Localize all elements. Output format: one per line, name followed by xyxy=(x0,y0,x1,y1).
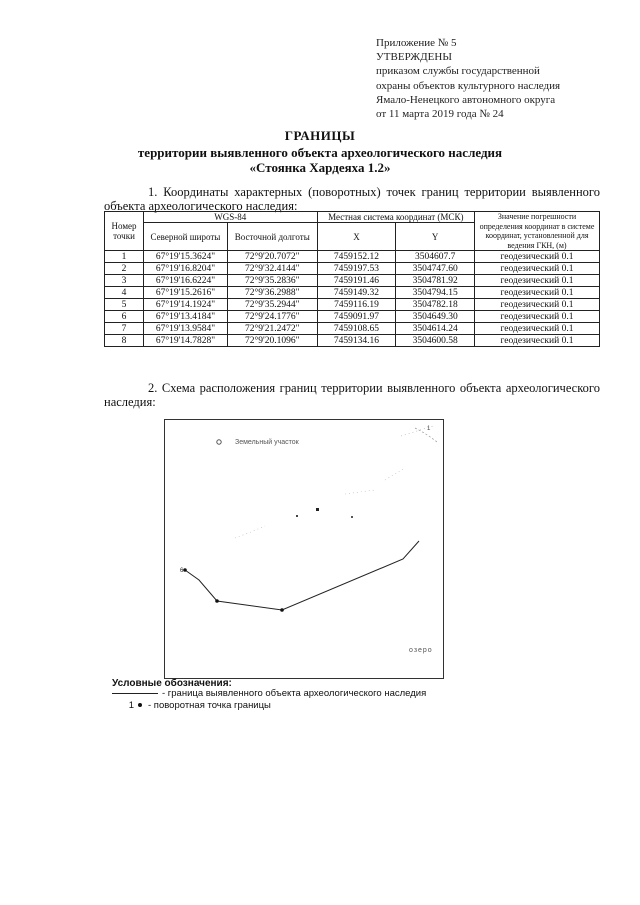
section-1-number: 1. xyxy=(148,185,158,199)
col-error: Значение погрешности определения координат в системе координат, установленной для ведения ГКН, (м) xyxy=(475,212,600,251)
cell-y: 3504747.60 xyxy=(396,263,475,275)
cell-lat: 67°19'13.4184" xyxy=(144,311,228,323)
table-row xyxy=(105,263,600,275)
cell-number: 1 xyxy=(105,251,144,263)
cell-x: 7459149.32 xyxy=(317,287,396,299)
cell-number: 4 xyxy=(105,287,144,299)
cell-lat: 67°19'16.8204" xyxy=(144,263,228,275)
col-wgs84: WGS-84 xyxy=(144,212,318,223)
cell-error: геодезический 0.1 xyxy=(475,299,600,311)
cell-y: 3504607.7 xyxy=(396,251,475,263)
point-label: 6 xyxy=(180,568,184,574)
terrain-line xyxy=(345,468,405,494)
point-dot-icon xyxy=(138,703,142,707)
cell-number: 6 xyxy=(105,311,144,323)
table-row xyxy=(105,335,600,347)
legend-title: Условные обозначения: xyxy=(112,678,232,689)
cell-number: 3 xyxy=(105,275,144,287)
section-1-text: Координаты характерных (поворотных) точек границ территории выявленного объекта археологического наследия: xyxy=(104,185,600,213)
document-title: ГРАНИЦЫ xyxy=(284,128,356,143)
approval-line: от 11 марта 2019 года № 24 xyxy=(376,108,504,121)
cell-lon: 72°9'21.2472" xyxy=(227,323,317,335)
col-longitude: Восточной долготы xyxy=(227,223,317,251)
legend-boundary-row xyxy=(112,688,426,699)
cell-y: 3504782.18 xyxy=(396,299,475,311)
legend-point-text: - поворотная точка границы xyxy=(148,700,271,711)
lake-label: озеро xyxy=(409,647,433,654)
cell-error: геодезический 0.1 xyxy=(475,287,600,299)
cell-y: 3504794.15 xyxy=(396,287,475,299)
legend-boundary-text: - граница выявленного объекта археологического наследия xyxy=(162,688,427,699)
cell-lon: 72°9'35.2944" xyxy=(227,299,317,311)
scheme-label-top: Земельный участок xyxy=(235,439,299,446)
boundary-point xyxy=(183,568,187,572)
cell-lat: 67°19'13.9584" xyxy=(144,323,228,335)
legend-point-row xyxy=(112,700,271,711)
scheme-drawing xyxy=(165,420,443,678)
approval-line: УТВЕРЖДЕНЫ xyxy=(376,51,452,64)
cell-lon: 72°9'20.1096" xyxy=(227,335,317,347)
boundary-scheme xyxy=(164,419,444,679)
cell-error: геодезический 0.1 xyxy=(475,335,600,347)
cell-number: 5 xyxy=(105,299,144,311)
object-name: «Стоянка Хардеяха 1.2» xyxy=(249,160,391,175)
cell-x: 7459152.12 xyxy=(317,251,396,263)
approval-line: приказом службы государственной xyxy=(376,65,540,78)
cell-error: геодезический 0.1 xyxy=(475,263,600,275)
approval-line: Ямало-Ненецкого автономного округа xyxy=(376,93,556,106)
cell-y: 3504600.58 xyxy=(396,335,475,347)
legend-point-number: 1 xyxy=(128,700,134,711)
cell-error: геодезический 0.1 xyxy=(475,275,600,287)
approval-line: охраны объектов культурного наследия xyxy=(376,79,561,92)
cell-error: геодезический 0.1 xyxy=(475,323,600,335)
cell-lon: 72°9'36.2988" xyxy=(227,287,317,299)
cell-y: 3504614.24 xyxy=(396,323,475,335)
table-row xyxy=(105,275,600,287)
cell-lon: 72°9'24.1776" xyxy=(227,311,317,323)
cell-x: 7459108.65 xyxy=(317,323,396,335)
section-2-text: Схема расположения границ территории выявленного объекта археологического наследия: xyxy=(104,381,600,409)
cell-lon: 72°9'35.2836" xyxy=(227,275,317,287)
cell-lat: 67°19'14.7828" xyxy=(144,335,228,347)
col-x: X xyxy=(317,223,396,251)
document-subtitle: территории выявленного объекта археологического наследия xyxy=(137,145,503,160)
cell-lon: 72°9'32.4144" xyxy=(227,263,317,275)
col-latitude: Северной широты xyxy=(144,223,228,251)
section-2-heading xyxy=(104,381,600,409)
section-1-heading xyxy=(104,185,600,213)
table-row xyxy=(105,311,600,323)
col-point-number: Номер точки xyxy=(105,212,144,251)
boundary-point xyxy=(215,599,219,603)
cell-lat: 67°19'14.1924" xyxy=(144,299,228,311)
map-point-marker xyxy=(296,515,298,517)
table-row xyxy=(105,323,600,335)
terrain-line xyxy=(415,428,437,442)
section-2-number: 2. xyxy=(148,381,158,395)
marker-circle-icon xyxy=(217,440,221,444)
cell-number: 8 xyxy=(105,335,144,347)
cell-number: 7 xyxy=(105,323,144,335)
table-row xyxy=(105,251,600,263)
cell-x: 7459091.97 xyxy=(317,311,396,323)
col-local-system: Местная система координат (МСК) xyxy=(317,212,474,223)
approval-block xyxy=(376,36,626,121)
table-row xyxy=(105,299,600,311)
map-point-marker xyxy=(316,508,319,511)
cell-lat: 67°19'16.6224" xyxy=(144,275,228,287)
boundary-point xyxy=(280,608,284,612)
cell-lat: 67°19'15.2616" xyxy=(144,287,228,299)
cell-y: 3504781.92 xyxy=(396,275,475,287)
cell-error: геодезический 0.1 xyxy=(475,311,600,323)
cell-lat: 67°19'15.3624" xyxy=(144,251,228,263)
cell-error: геодезический 0.1 xyxy=(475,251,600,263)
cell-lon: 72°9'20.7072" xyxy=(227,251,317,263)
cell-x: 7459116.19 xyxy=(317,299,396,311)
cell-x: 7459134.16 xyxy=(317,335,396,347)
cell-number: 2 xyxy=(105,263,144,275)
cell-y: 3504649.30 xyxy=(396,311,475,323)
col-y: Y xyxy=(396,223,475,251)
cell-x: 7459191.46 xyxy=(317,275,396,287)
boundary-line xyxy=(185,541,419,610)
map-point-marker xyxy=(351,516,353,518)
boundary-line-icon xyxy=(112,693,158,694)
cell-x: 7459197.53 xyxy=(317,263,396,275)
terrain-line xyxy=(235,526,265,538)
point-label: 1 xyxy=(427,426,431,432)
approval-line: Приложение № 5 xyxy=(376,37,457,49)
coordinates-table xyxy=(104,211,600,347)
table-row xyxy=(105,287,600,299)
